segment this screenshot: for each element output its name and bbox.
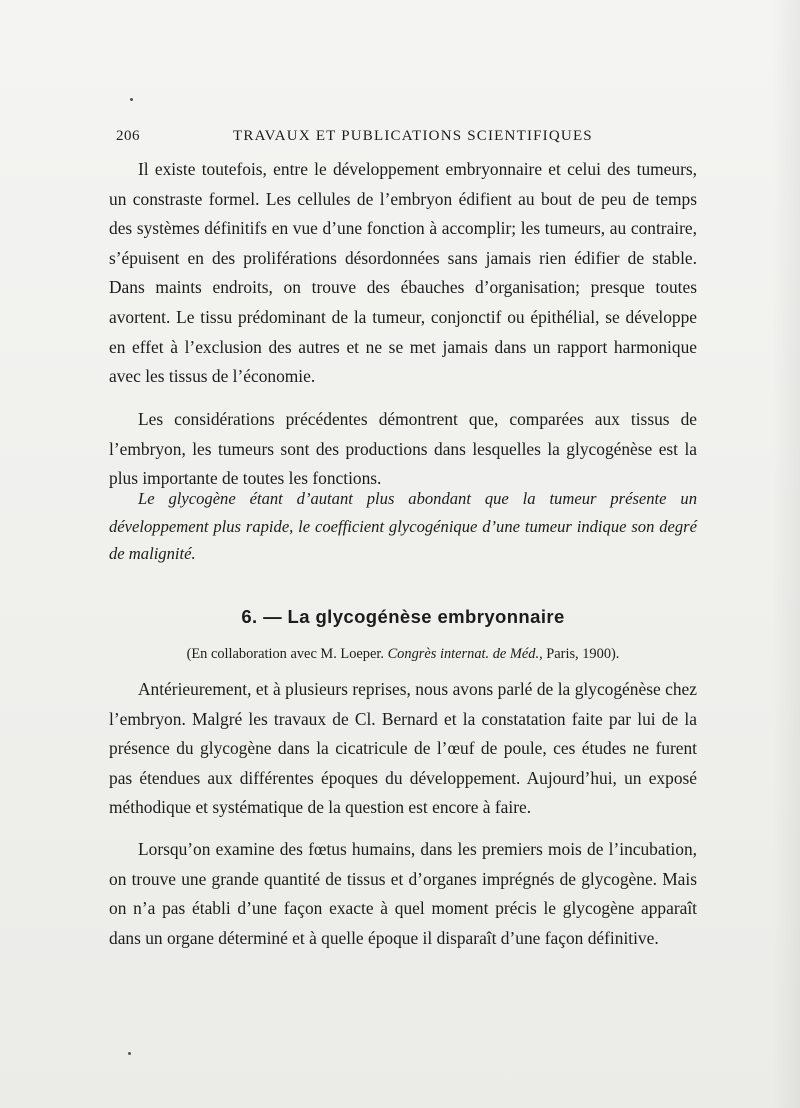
page-number: 206	[116, 128, 140, 144]
section-title: 6. — La glycogénèse embryonnaire	[241, 606, 565, 627]
section-subtitle	[109, 646, 697, 663]
paragraph-text: Antérieurement, et à plusieurs reprises, nous avons parlé de la glycogénèse chez l’embryon. Malgré les travaux de Cl. Bernard et la constatation faite par lui de la présence du glycogène dans la cicatricule de l’œuf de poule, ces études ne furent pas étendues aux différentes époques du développement. Aujourd’hui, un exposé méthodique et systématique de la question est encore à faire.	[109, 679, 697, 818]
subtitle-journal: Congrès internat. de Méd.	[387, 646, 540, 662]
paragraph-1	[109, 155, 697, 392]
page-edge-shadow	[772, 0, 800, 1108]
subtitle-end: , Paris, 1900).	[539, 646, 620, 662]
italic-conclusion	[109, 485, 697, 568]
paragraph-text: Lorsqu’on examine des fœtus humains, dans les premiers mois de l’incubation, on trouve une grande quantité de tissus et d’organes imprégnés de glycogène. Mais on n’a pas établi d’une façon exacte à quel moment précis le glycogène apparaît dans un organe déterminé et à quelle époque il disparaît d’une façon définitive.	[109, 839, 697, 948]
running-title: TRAVAUX ET PUBLICATIONS SCIENTIFIQUES	[233, 128, 593, 144]
scan-speck	[130, 98, 133, 101]
paragraph-text: Le glycogène étant d’autant plus abondant que la tumeur présente un développement plus rapide, le coefficient glycogénique d’une tumeur indique son degré de malignité.	[109, 489, 697, 564]
paragraph-text: Les considérations précédentes démontrent que, comparées aux tissus de l’embryon, les tumeurs sont des productions dans lesquelles la glycogénèse est la plus importante de toutes les fonctions.	[109, 409, 697, 489]
paragraph-4	[109, 675, 697, 823]
subtitle-start: (En collaboration avec M. Loeper.	[186, 646, 388, 662]
paragraph-5	[109, 835, 697, 953]
scan-speck	[128, 1052, 131, 1055]
running-header	[116, 128, 696, 150]
paragraph-2	[109, 405, 697, 494]
paragraph-text: Il existe toutefois, entre le développement embryonnaire et celui des tumeurs, un constraste formel. Les cellules de l’embryon édifient au bout de peu de temps des systèmes définitifs en vue d’une fonction à accomplir; les tumeurs, au contraire, s’épuisent en des proliférations désordonnées sans jamais rien édifier de stable. Dans maints endroits, on trouve des ébauches d’organisation; presque toutes avortent. Le tissu prédominant de la tumeur, conjonctif ou épithélial, se développe en effet à l’exclusion des autres et ne se met jamais dans un rapport harmonique avec les tissus de l’économie.	[109, 159, 697, 387]
